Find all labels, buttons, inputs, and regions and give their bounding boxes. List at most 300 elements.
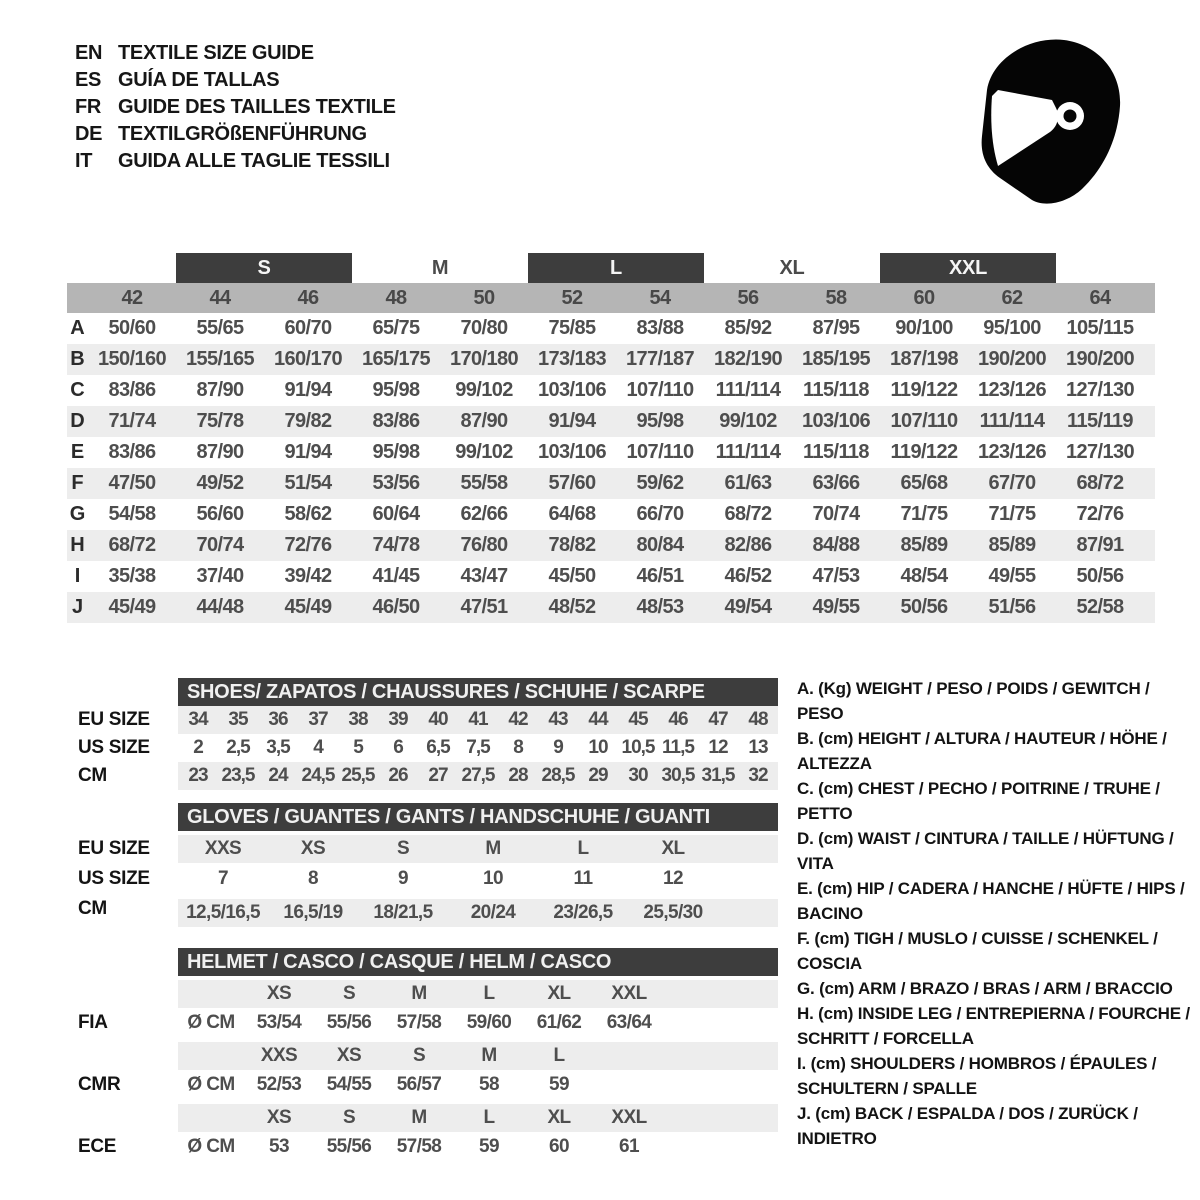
size-value-cell: 83/86 xyxy=(372,410,420,432)
size-value-cell: 52/58 xyxy=(1076,596,1124,618)
value-cell: 44 xyxy=(588,709,608,730)
size-table-row xyxy=(67,468,1155,499)
value-cell: 4 xyxy=(313,737,323,758)
language-code: DE xyxy=(75,123,103,145)
numeric-size-cell: 44 xyxy=(209,286,231,309)
size-group-m: M xyxy=(431,256,449,279)
size-value-cell: 49/54 xyxy=(724,596,772,618)
size-value-cell: 105/115 xyxy=(1066,317,1134,339)
size-value-cell: 119/122 xyxy=(890,441,958,463)
size-value-cell: 190/200 xyxy=(977,348,1047,370)
size-value-cell: 74/78 xyxy=(372,534,420,556)
size-value-cell: 63/66 xyxy=(812,472,860,494)
size-value-cell: 127/130 xyxy=(1065,441,1135,463)
size-value-cell: 45/50 xyxy=(548,565,596,587)
gloves-eu-row xyxy=(178,835,778,863)
value-cell: 7,5 xyxy=(466,737,490,758)
size-value-cell: 83/86 xyxy=(108,441,156,463)
helmet-value-cell: 60 xyxy=(549,1136,569,1157)
helmet-value-cell: 53 xyxy=(269,1136,289,1157)
value-cell: 3,5 xyxy=(266,737,290,758)
size-value-cell: 70/74 xyxy=(196,534,244,556)
helmet-sizes-row-fia xyxy=(178,980,778,1008)
size-value-cell: 53/56 xyxy=(372,472,420,494)
numeric-size-cell: 60 xyxy=(913,286,935,309)
shoes-us-size-label: US SIZE xyxy=(78,737,150,758)
size-value-cell: 150/160 xyxy=(97,348,167,370)
size-value-cell: 190/200 xyxy=(1065,348,1135,370)
value-cell: 12 xyxy=(663,868,683,889)
helmet-table-header: HELMET / CASCO / CASQUE / HELM / CASCO xyxy=(178,948,778,976)
helmet-size-cell: S xyxy=(412,1045,426,1066)
size-value-cell: 75/78 xyxy=(196,410,244,432)
helmet-size-cell: XL xyxy=(547,983,571,1004)
value-cell: 29 xyxy=(588,765,608,786)
size-value-cell: 47/51 xyxy=(460,596,508,618)
language-row xyxy=(75,40,396,67)
language-row xyxy=(75,148,396,175)
size-value-cell: 72/76 xyxy=(284,534,332,556)
value-cell: 34 xyxy=(188,709,208,730)
numeric-size-band xyxy=(67,283,1155,313)
size-value-cell: 187/198 xyxy=(889,348,959,370)
measure-row-label: E xyxy=(70,441,85,463)
value-cell: 8 xyxy=(308,868,318,889)
size-value-cell: 185/195 xyxy=(801,348,871,370)
size-group-xl: XL xyxy=(779,256,805,279)
language-row xyxy=(75,67,396,94)
value-cell: 31,5 xyxy=(701,765,735,786)
language-title-block xyxy=(75,40,396,175)
value-cell: 5 xyxy=(353,737,363,758)
shoes-cm-label: CM xyxy=(78,765,107,786)
size-value-cell: 47/53 xyxy=(812,565,860,587)
language-code: FR xyxy=(75,96,102,118)
legend-item-e: E. (cm) HIP / CADERA / HANCHE / HÜFTE / HIPS / BACINO xyxy=(797,879,1185,923)
size-value-cell: 45/49 xyxy=(284,596,332,618)
racing-helmet-icon xyxy=(972,34,1138,212)
legend-item-d: D. (cm) WAIST / CINTURA / TAILLE / HÜFTUNG / VITA xyxy=(797,829,1174,873)
gloves-cm-label: CM xyxy=(78,898,107,919)
value-cell: 24,5 xyxy=(301,765,335,786)
size-value-cell: 54/58 xyxy=(108,503,156,525)
value-cell: 28,5 xyxy=(541,765,575,786)
value-cell: 32 xyxy=(748,765,768,786)
size-value-cell: 107/110 xyxy=(626,379,694,401)
helmet-value-cell: 63/64 xyxy=(606,1012,652,1033)
helmet-fia-label: FIA xyxy=(78,1012,108,1033)
size-value-cell: 85/89 xyxy=(988,534,1036,556)
size-group-l: L xyxy=(528,253,704,283)
value-cell: 18/21,5 xyxy=(373,902,433,923)
value-cell: 16,5/19 xyxy=(283,902,343,923)
diameter-prefix: Ø CM xyxy=(187,1074,235,1095)
numeric-size-cell: 62 xyxy=(1001,286,1023,309)
size-value-cell: 64/68 xyxy=(548,503,596,525)
size-value-cell: 68/72 xyxy=(1076,472,1124,494)
size-value-cell: 83/88 xyxy=(636,317,684,339)
size-value-cell: 173/183 xyxy=(537,348,607,370)
size-value-cell: 119/122 xyxy=(890,379,958,401)
size-value-cell: 72/76 xyxy=(1076,503,1124,525)
size-value-cell: 56/60 xyxy=(196,503,244,525)
size-value-cell: 48/52 xyxy=(548,596,596,618)
helmet-ece-label: ECE xyxy=(78,1136,117,1157)
size-table-row xyxy=(67,530,1155,561)
value-cell: 30 xyxy=(628,765,648,786)
size-value-cell: 60/64 xyxy=(372,503,420,525)
size-value-cell: 51/56 xyxy=(988,596,1036,618)
language-row xyxy=(75,94,396,121)
helmet-value-cell: 59/60 xyxy=(466,1012,512,1033)
size-value-cell: 67/70 xyxy=(988,472,1036,494)
legend-item-a: A. (Kg) WEIGHT / PESO / POIDS / GEWITCH / PESO xyxy=(797,679,1150,723)
language-row xyxy=(75,121,396,148)
size-value-cell: 87/90 xyxy=(196,379,244,401)
helmet-values-row-cmr xyxy=(178,1070,778,1100)
size-value-cell: 99/102 xyxy=(455,379,513,401)
helmet-values-row-ece xyxy=(178,1132,778,1162)
size-table-row xyxy=(67,561,1155,592)
value-cell: 30,5 xyxy=(661,765,695,786)
value-cell: 11,5 xyxy=(662,737,694,758)
legend-item-g: G. (cm) ARM / BRAZO / BRAS / ARM / BRACCIO xyxy=(797,979,1173,998)
size-value-cell: 165/175 xyxy=(361,348,431,370)
shoes-us-row xyxy=(178,734,778,762)
shoes-table xyxy=(178,678,778,790)
helmet-value-cell: 57/58 xyxy=(396,1136,442,1157)
value-cell: 20/24 xyxy=(470,902,516,923)
value-cell: 24 xyxy=(268,765,288,786)
helmet-cmr-label: CMR xyxy=(78,1074,121,1095)
size-value-cell: 60/70 xyxy=(284,317,332,339)
size-value-cell: 84/88 xyxy=(812,534,860,556)
size-value-cell: 103/106 xyxy=(537,379,607,401)
size-table-row xyxy=(67,437,1155,468)
size-value-cell: 95/98 xyxy=(372,379,420,401)
helmet-size-cell: M xyxy=(481,1045,497,1066)
size-value-cell: 75/85 xyxy=(548,317,596,339)
size-value-cell: 50/56 xyxy=(1076,565,1124,587)
size-value-cell: 79/82 xyxy=(284,410,332,432)
value-cell: 28 xyxy=(508,765,528,786)
helmet-value-cell: 58 xyxy=(479,1074,499,1095)
value-cell: M xyxy=(485,838,501,859)
value-cell: 9 xyxy=(398,868,408,889)
size-table-row xyxy=(67,499,1155,530)
value-cell: 41 xyxy=(468,709,488,730)
size-value-cell: 76/80 xyxy=(460,534,508,556)
helmet-size-cell: XS xyxy=(266,1107,292,1128)
size-value-cell: 123/126 xyxy=(977,379,1047,401)
size-value-cell: 43/47 xyxy=(460,565,508,587)
value-cell: 6 xyxy=(393,737,403,758)
size-value-cell: 87/91 xyxy=(1076,534,1124,556)
diameter-prefix: Ø CM xyxy=(187,1012,235,1033)
value-cell: 23 xyxy=(188,765,208,786)
numeric-size-cell: 54 xyxy=(649,286,671,309)
language-title: GUIDE DES TAILLES TEXTILE xyxy=(118,96,396,118)
size-value-cell: 87/90 xyxy=(196,441,244,463)
value-cell: 12 xyxy=(708,737,728,758)
value-cell: S xyxy=(396,838,410,859)
size-group-header-row xyxy=(67,253,1155,283)
helmet-value-cell: 59 xyxy=(549,1074,569,1095)
size-value-cell: 127/130 xyxy=(1065,379,1135,401)
size-value-cell: 35/38 xyxy=(108,565,156,587)
helmet-table xyxy=(178,948,778,1162)
value-cell: 9 xyxy=(553,737,563,758)
helmet-size-cell: S xyxy=(342,1107,356,1128)
size-value-cell: 87/90 xyxy=(460,410,508,432)
size-table-row xyxy=(67,592,1155,623)
shoes-cm-row xyxy=(178,762,778,790)
value-cell: 35 xyxy=(228,709,248,730)
size-value-cell: 49/52 xyxy=(196,472,244,494)
size-value-cell: 49/55 xyxy=(988,565,1036,587)
shoes-eu-row xyxy=(178,706,778,734)
value-cell: 10,5 xyxy=(621,737,655,758)
size-value-cell: 80/84 xyxy=(636,534,684,556)
value-cell: 2,5 xyxy=(226,737,250,758)
size-value-cell: 48/53 xyxy=(636,596,684,618)
value-cell: 23,5 xyxy=(221,765,255,786)
size-value-cell: 51/54 xyxy=(284,472,332,494)
size-value-cell: 58/62 xyxy=(284,503,332,525)
value-cell: 10 xyxy=(483,868,503,889)
size-value-cell: 50/60 xyxy=(108,317,156,339)
size-value-cell: 82/86 xyxy=(724,534,772,556)
helmet-size-cell: S xyxy=(342,983,356,1004)
helmet-value-cell: 52/53 xyxy=(256,1074,302,1095)
size-value-cell: 37/40 xyxy=(196,565,244,587)
value-cell: 7 xyxy=(218,868,228,889)
shoes-eu-size-label: EU SIZE xyxy=(78,709,150,730)
size-value-cell: 71/75 xyxy=(988,503,1036,525)
numeric-size-cell: 52 xyxy=(561,286,583,309)
value-cell: XXS xyxy=(204,838,242,859)
measure-row-label: A xyxy=(70,317,85,339)
legend-item-j: J. (cm) BACK / ESPALDA / DOS / ZURÜCK / INDIETRO xyxy=(797,1104,1138,1148)
size-value-cell: 160/170 xyxy=(273,348,343,370)
gloves-us-size-label: US SIZE xyxy=(78,868,150,889)
size-value-cell: 91/94 xyxy=(284,379,332,401)
value-cell: 11 xyxy=(573,868,593,889)
size-value-cell: 115/119 xyxy=(1067,410,1133,432)
size-value-cell: 55/58 xyxy=(460,472,508,494)
size-value-cell: 107/110 xyxy=(626,441,694,463)
gloves-table xyxy=(178,803,778,927)
legend-item-h: H. (cm) INSIDE LEG / ENTREPIERNA / FOURCHE / SCHRITT / FORCELLA xyxy=(797,1004,1190,1048)
value-cell: 25,5 xyxy=(341,765,375,786)
size-table-row xyxy=(67,313,1155,344)
size-value-cell: 59/62 xyxy=(636,472,684,494)
value-cell: 40 xyxy=(428,709,448,730)
helmet-size-cell: XXL xyxy=(611,1107,647,1128)
language-title: GUÍA DE TALLAS xyxy=(118,69,280,91)
helmet-size-cell: XL xyxy=(547,1107,571,1128)
measure-row-label: I xyxy=(74,565,81,587)
value-cell: 27,5 xyxy=(461,765,495,786)
legend-item-b: B. (cm) HEIGHT / ALTURA / HAUTEUR / HÖHE / ALTEZZA xyxy=(797,729,1167,773)
language-title: GUIDA ALLE TAGLIE TESSILI xyxy=(118,150,390,172)
size-value-cell: 78/82 xyxy=(548,534,596,556)
value-cell: 46 xyxy=(668,709,688,730)
value-cell: 36 xyxy=(268,709,288,730)
size-value-cell: 46/51 xyxy=(636,565,684,587)
size-value-cell: 91/94 xyxy=(548,410,596,432)
helmet-value-cell: 59 xyxy=(479,1136,499,1157)
size-table-row xyxy=(67,344,1155,375)
language-title: TEXTILE SIZE GUIDE xyxy=(118,42,314,64)
value-cell: XL xyxy=(661,838,685,859)
shoes-table-header: SHOES/ ZAPATOS / CHAUSSURES / SCHUHE / SCARPE xyxy=(178,678,778,706)
measure-row-label: F xyxy=(71,472,84,494)
size-value-cell: 68/72 xyxy=(108,534,156,556)
value-cell: 45 xyxy=(628,709,648,730)
helmet-value-cell: 55/56 xyxy=(326,1136,372,1157)
value-cell: 38 xyxy=(348,709,368,730)
helmet-size-cell: XS xyxy=(266,983,292,1004)
numeric-size-cell: 48 xyxy=(385,286,407,309)
value-cell: 39 xyxy=(388,709,408,730)
helmet-size-cell: L xyxy=(483,1107,495,1128)
size-value-cell: 71/74 xyxy=(108,410,156,432)
value-cell: 6,5 xyxy=(426,737,450,758)
size-group-s: S xyxy=(176,253,352,283)
value-cell: 13 xyxy=(748,737,768,758)
size-value-cell: 45/49 xyxy=(108,596,156,618)
gloves-us-row xyxy=(178,863,778,895)
size-value-cell: 62/66 xyxy=(460,503,508,525)
size-value-cell: 170/180 xyxy=(449,348,519,370)
value-cell: L xyxy=(577,838,589,859)
helmet-sizes-row-ece xyxy=(178,1104,778,1132)
value-cell: 10 xyxy=(588,737,608,758)
size-value-cell: 41/45 xyxy=(372,565,420,587)
size-value-cell: 57/60 xyxy=(548,472,596,494)
value-cell: 47 xyxy=(708,709,728,730)
helmet-values-row-fia xyxy=(178,1008,778,1038)
helmet-size-cell: L xyxy=(553,1045,565,1066)
gloves-table-header: GLOVES / GUANTES / GANTS / HANDSCHUHE / GUANTI xyxy=(178,803,778,831)
helmet-value-cell: 55/56 xyxy=(326,1012,372,1033)
helmet-value-cell: 61/62 xyxy=(536,1012,582,1033)
helmet-value-cell: 56/57 xyxy=(396,1074,442,1095)
size-value-cell: 123/126 xyxy=(977,441,1047,463)
size-value-cell: 65/75 xyxy=(372,317,420,339)
size-value-cell: 95/100 xyxy=(983,317,1041,339)
language-code: IT xyxy=(75,150,93,172)
helmet-size-cell: XXL xyxy=(611,983,647,1004)
size-value-cell: 87/95 xyxy=(812,317,860,339)
size-value-cell: 49/55 xyxy=(812,596,860,618)
size-value-cell: 107/110 xyxy=(890,410,958,432)
numeric-size-cell: 64 xyxy=(1089,286,1111,309)
legend-item-f: F. (cm) TIGH / MUSLO / CUISSE / SCHENKEL / COSCIA xyxy=(797,929,1158,973)
value-cell: 37 xyxy=(308,709,328,730)
language-code: ES xyxy=(75,69,102,91)
value-cell: 25,5/30 xyxy=(643,902,703,923)
size-value-cell: 85/92 xyxy=(724,317,772,339)
measure-row-label: D xyxy=(70,410,85,432)
size-value-cell: 50/56 xyxy=(900,596,948,618)
size-value-cell: 66/70 xyxy=(636,503,684,525)
size-value-cell: 55/65 xyxy=(196,317,244,339)
numeric-size-cell: 46 xyxy=(297,286,319,309)
measure-row-label: H xyxy=(70,534,85,556)
size-table-row xyxy=(67,406,1155,437)
value-cell: XS xyxy=(300,838,326,859)
size-value-cell: 46/50 xyxy=(372,596,420,618)
helmet-size-cell: M xyxy=(411,1107,427,1128)
size-value-cell: 65/68 xyxy=(900,472,948,494)
size-value-cell: 95/98 xyxy=(636,410,684,432)
helmet-value-cell: 57/58 xyxy=(396,1012,442,1033)
value-cell: 43 xyxy=(548,709,568,730)
value-cell: 27 xyxy=(428,765,448,786)
helmet-value-cell: 61 xyxy=(619,1136,639,1157)
size-value-cell: 99/102 xyxy=(455,441,513,463)
value-cell: 12,5/16,5 xyxy=(186,902,260,923)
value-cell: 2 xyxy=(193,737,203,758)
helmet-size-cell: XXS xyxy=(260,1045,298,1066)
size-value-cell: 70/80 xyxy=(460,317,508,339)
size-value-cell: 103/106 xyxy=(801,410,871,432)
size-group-xxl: XXL xyxy=(880,253,1056,283)
numeric-size-cell: 58 xyxy=(825,286,847,309)
helmet-value-cell: 54/55 xyxy=(326,1074,372,1095)
size-value-cell: 90/100 xyxy=(895,317,953,339)
size-value-cell: 44/48 xyxy=(196,596,244,618)
gloves-cm-row xyxy=(178,899,778,927)
size-value-cell: 95/98 xyxy=(372,441,420,463)
helmet-size-cell: M xyxy=(411,983,427,1004)
size-value-cell: 71/75 xyxy=(900,503,948,525)
value-cell: 42 xyxy=(508,709,528,730)
size-value-cell: 103/106 xyxy=(537,441,607,463)
helmet-sizes-row-cmr xyxy=(178,1042,778,1070)
size-value-cell: 155/165 xyxy=(185,348,255,370)
garment-size-table xyxy=(67,253,1155,623)
value-cell: 26 xyxy=(388,765,408,786)
size-value-cell: 99/102 xyxy=(719,410,777,432)
measure-row-label: J xyxy=(71,596,84,618)
size-value-cell: 48/54 xyxy=(900,565,948,587)
value-cell: 23/26,5 xyxy=(553,902,613,923)
size-value-cell: 47/50 xyxy=(108,472,156,494)
size-value-cell: 115/118 xyxy=(803,379,869,401)
size-value-cell: 115/118 xyxy=(803,441,869,463)
size-value-cell: 91/94 xyxy=(284,441,332,463)
size-value-cell: 39/42 xyxy=(284,565,332,587)
legend-item-i: I. (cm) SHOULDERS / HOMBROS / ÉPAULES / SCHULTERN / SPALLE xyxy=(797,1054,1157,1098)
legend-item-c: C. (cm) CHEST / PECHO / POITRINE / TRUHE / PETTO xyxy=(797,779,1160,823)
numeric-size-cell: 56 xyxy=(737,286,759,309)
helmet-size-cell: L xyxy=(483,983,495,1004)
measure-row-label: B xyxy=(70,348,85,370)
size-value-cell: 83/86 xyxy=(108,379,156,401)
size-value-cell: 46/52 xyxy=(724,565,772,587)
helmet-value-cell: 53/54 xyxy=(256,1012,302,1033)
size-value-cell: 68/72 xyxy=(724,503,772,525)
language-title: TEXTILGRÖßENFÜHRUNG xyxy=(118,123,367,145)
size-value-cell: 61/63 xyxy=(724,472,772,494)
numeric-size-cell: 50 xyxy=(473,286,495,309)
measure-row-label: C xyxy=(70,379,85,401)
diameter-prefix: Ø CM xyxy=(187,1136,235,1157)
gloves-eu-size-label: EU SIZE xyxy=(78,838,150,859)
